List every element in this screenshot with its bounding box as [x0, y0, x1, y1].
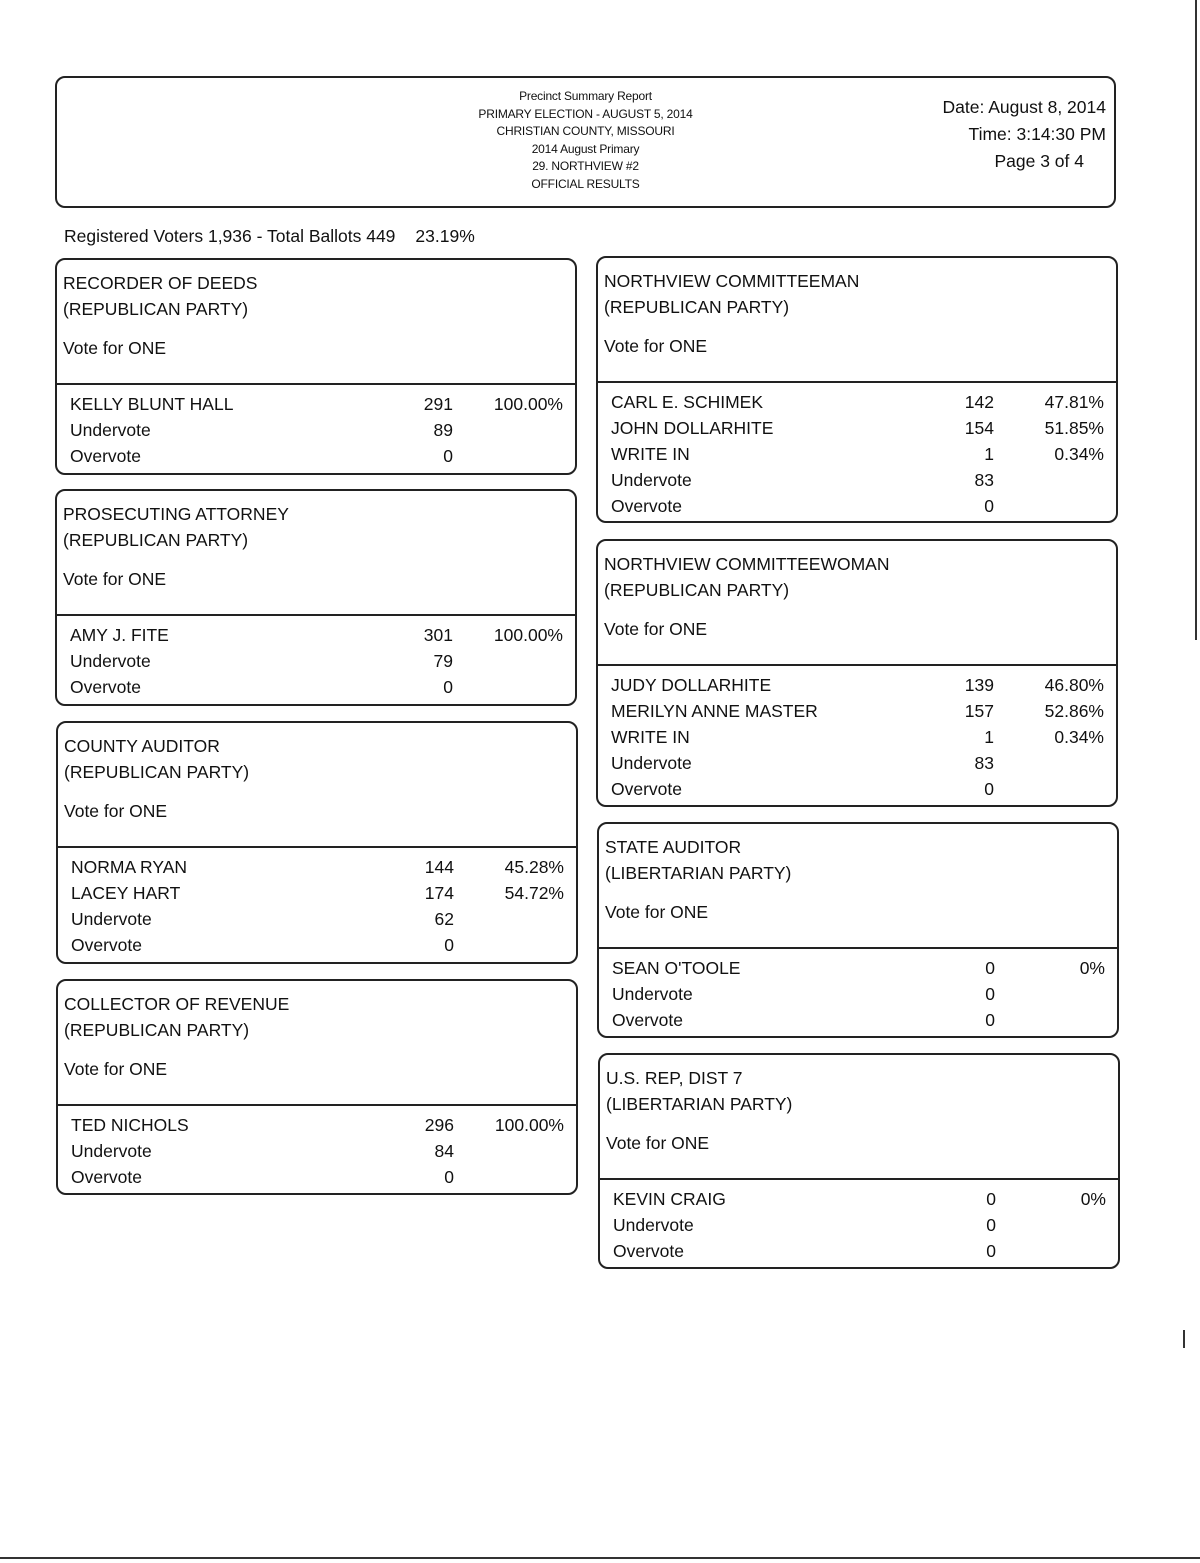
- contest-instruction: Vote for ONE: [604, 336, 708, 356]
- candidate-name: Overvote: [612, 1010, 683, 1030]
- contest-party: (LIBERTARIAN PARTY): [605, 863, 792, 883]
- contest-title: U.S. REP, DIST 7: [606, 1068, 743, 1088]
- contest-party: (REPUBLICAN PARTY): [64, 762, 250, 782]
- candidate-name: Undervote: [70, 420, 151, 440]
- vote-percent: 100.00%: [493, 625, 563, 645]
- result-row: [611, 389, 1104, 415]
- result-row: [71, 1138, 564, 1164]
- candidate-name: KEVIN CRAIG: [613, 1189, 726, 1209]
- report-date: Date: August 8, 2014: [942, 97, 1106, 117]
- candidate-name: Undervote: [71, 1141, 152, 1161]
- result-row: [612, 981, 1105, 1007]
- candidate-name: JUDY DOLLARHITE: [611, 675, 772, 695]
- result-row: [71, 1164, 564, 1190]
- result-row: [71, 932, 564, 958]
- contest-instruction: Vote for ONE: [63, 569, 167, 589]
- vote-count: 0: [986, 1189, 996, 1209]
- election-label: 2014 August Primary: [531, 141, 640, 156]
- vote-count: 291: [423, 394, 453, 414]
- vote-count: 139: [964, 675, 994, 695]
- result-row: [611, 467, 1104, 493]
- contest-header: [598, 541, 1116, 666]
- contest-box: [55, 489, 577, 706]
- result-row: [71, 906, 564, 932]
- vote-percent: 52.86%: [1044, 701, 1104, 721]
- vote-count: 0: [984, 779, 994, 799]
- candidate-name: Undervote: [612, 984, 693, 1004]
- contest-instruction: Vote for ONE: [63, 338, 167, 358]
- scan-edge-mark: [1195, 0, 1197, 640]
- vote-percent: 0%: [1080, 1189, 1106, 1209]
- result-row: [71, 854, 564, 880]
- vote-percent: 0.34%: [1054, 444, 1104, 464]
- election-name: PRIMARY ELECTION - AUGUST 5, 2014: [478, 106, 693, 121]
- contest-title: RECORDER OF DEEDS: [63, 273, 258, 293]
- vote-count: 0: [985, 958, 995, 978]
- vote-percent: 100.00%: [493, 394, 563, 414]
- contest-results: [599, 949, 1117, 1033]
- contest-box: [56, 979, 578, 1195]
- candidate-name: Undervote: [70, 651, 151, 671]
- contest-party: (REPUBLICAN PARTY): [63, 530, 249, 550]
- vote-count: 83: [974, 753, 994, 773]
- contest-results: [57, 616, 575, 700]
- vote-count: 174: [424, 883, 454, 903]
- contest-instruction: Vote for ONE: [606, 1133, 710, 1153]
- candidate-name: WRITE IN: [611, 444, 690, 464]
- vote-count: 1: [984, 727, 994, 747]
- vote-count: 62: [434, 909, 454, 929]
- contest-title: COLLECTOR OF REVENUE: [64, 994, 290, 1014]
- vote-percent: 47.81%: [1044, 392, 1104, 412]
- result-row: [71, 1112, 564, 1138]
- contest-party: (REPUBLICAN PARTY): [604, 580, 790, 600]
- candidate-name: Undervote: [611, 753, 692, 773]
- result-row: [612, 955, 1105, 981]
- vote-percent: 0%: [1079, 958, 1105, 978]
- vote-count: 79: [433, 651, 453, 671]
- contest-party: (LIBERTARIAN PARTY): [606, 1094, 793, 1114]
- candidate-name: SEAN O'TOOLE: [612, 958, 741, 978]
- contest-box: [56, 721, 578, 964]
- vote-count: 1: [984, 444, 994, 464]
- report-title: Precinct Summary Report: [519, 89, 652, 103]
- contest-header: [58, 723, 576, 848]
- result-row: [611, 750, 1104, 776]
- candidate-name: Overvote: [611, 496, 682, 516]
- candidate-name: Overvote: [71, 935, 142, 955]
- contest-title: STATE AUDITOR: [605, 837, 742, 857]
- candidate-name: KELLY BLUNT HALL: [70, 394, 234, 414]
- vote-count: 0: [985, 1010, 995, 1030]
- result-row: [613, 1238, 1106, 1264]
- vote-count: 89: [433, 420, 453, 440]
- contest-title: COUNTY AUDITOR: [64, 736, 220, 756]
- vote-percent: 100.00%: [494, 1115, 564, 1135]
- contest-box: [598, 1053, 1120, 1269]
- candidate-name: LACEY HART: [71, 883, 181, 903]
- result-row: [70, 443, 563, 469]
- vote-count: 0: [986, 1215, 996, 1235]
- vote-percent: 54.72%: [504, 883, 564, 903]
- candidate-name: Overvote: [70, 446, 141, 466]
- result-row: [70, 648, 563, 674]
- vote-percent: 51.85%: [1044, 418, 1104, 438]
- result-row: [71, 880, 564, 906]
- turnout-summary: [64, 226, 475, 247]
- contest-title: NORTHVIEW COMMITTEEWOMAN: [604, 554, 890, 574]
- contest-results: [600, 1180, 1118, 1264]
- result-row: [70, 417, 563, 443]
- result-row: [611, 776, 1104, 802]
- vote-count: 0: [984, 496, 994, 516]
- vote-count: 157: [964, 701, 994, 721]
- contest-header: [600, 1055, 1118, 1180]
- candidate-name: Overvote: [613, 1241, 684, 1261]
- contest-instruction: Vote for ONE: [604, 619, 708, 639]
- vote-count: 84: [434, 1141, 454, 1161]
- turnout-text: Registered Voters 1,936 - Total Ballots 449: [64, 226, 396, 246]
- contest-results: [58, 848, 576, 958]
- result-row: [613, 1186, 1106, 1212]
- vote-percent: 45.28%: [504, 857, 564, 877]
- vote-count: 0: [443, 446, 453, 466]
- contest-header: [57, 491, 575, 616]
- candidate-name: JOHN DOLLARHITE: [611, 418, 774, 438]
- candidate-name: Undervote: [613, 1215, 694, 1235]
- result-row: [611, 698, 1104, 724]
- candidate-name: Overvote: [70, 677, 141, 697]
- candidate-name: CARL E. SCHIMEK: [611, 392, 764, 412]
- candidate-name: NORMA RYAN: [71, 857, 188, 877]
- vote-percent: 0.34%: [1054, 727, 1104, 747]
- contest-header: [58, 981, 576, 1106]
- vote-count: 144: [424, 857, 454, 877]
- contest-box: [597, 822, 1119, 1038]
- candidate-name: Overvote: [611, 779, 682, 799]
- result-row: [70, 622, 563, 648]
- contest-box: [55, 258, 577, 475]
- contest-party: (REPUBLICAN PARTY): [63, 299, 249, 319]
- report-time: Time: 3:14:30 PM: [968, 124, 1106, 144]
- report-header: [55, 76, 1116, 208]
- candidate-name: Undervote: [71, 909, 152, 929]
- contest-instruction: Vote for ONE: [64, 801, 168, 821]
- contest-party: (REPUBLICAN PARTY): [604, 297, 790, 317]
- scan-bottom-edge: [0, 1557, 1200, 1559]
- vote-count: 296: [424, 1115, 454, 1135]
- result-row: [611, 672, 1104, 698]
- contest-instruction: Vote for ONE: [64, 1059, 168, 1079]
- precinct-name: 29. NORTHVIEW #2: [532, 159, 639, 173]
- contest-title: PROSECUTING ATTORNEY: [63, 504, 289, 524]
- scan-edge-mark: [1183, 1330, 1185, 1348]
- vote-count: 301: [423, 625, 453, 645]
- vote-count: 0: [986, 1241, 996, 1261]
- candidate-name: Undervote: [611, 470, 692, 490]
- page-number: Page 3 of 4: [994, 151, 1084, 171]
- result-row: [611, 441, 1104, 467]
- result-row: [70, 674, 563, 700]
- vote-count: 0: [985, 984, 995, 1004]
- contest-results: [58, 1106, 576, 1190]
- turnout-percent: 23.19%: [415, 226, 475, 246]
- result-row: [611, 493, 1104, 519]
- vote-count: 154: [964, 418, 994, 438]
- result-row: [70, 391, 563, 417]
- vote-count: 83: [974, 470, 994, 490]
- contest-results: [57, 385, 575, 469]
- candidate-name: AMY J. FITE: [70, 625, 169, 645]
- vote-count: 0: [444, 1167, 454, 1187]
- county-name: CHRISTIAN COUNTY, MISSOURI: [496, 124, 675, 138]
- contest-box: [596, 256, 1118, 523]
- result-row: [611, 724, 1104, 750]
- contest-title: NORTHVIEW COMMITTEEMAN: [604, 271, 860, 291]
- vote-count: 142: [964, 392, 994, 412]
- candidate-name: Overvote: [71, 1167, 142, 1187]
- results-status: OFFICIAL RESULTS: [531, 176, 640, 191]
- vote-count: 0: [444, 935, 454, 955]
- contest-results: [598, 383, 1116, 519]
- contest-header: [598, 258, 1116, 383]
- vote-count: 0: [443, 677, 453, 697]
- result-row: [611, 415, 1104, 441]
- candidate-name: TED NICHOLS: [71, 1115, 189, 1135]
- result-row: [613, 1212, 1106, 1238]
- candidate-name: WRITE IN: [611, 727, 690, 747]
- contest-header: [57, 260, 575, 385]
- contest-results: [598, 666, 1116, 802]
- candidate-name: MERILYN ANNE MASTER: [611, 701, 818, 721]
- result-row: [612, 1007, 1105, 1033]
- vote-percent: 46.80%: [1044, 675, 1104, 695]
- report-meta: [943, 94, 1106, 175]
- contest-party: (REPUBLICAN PARTY): [64, 1020, 250, 1040]
- contest-instruction: Vote for ONE: [605, 902, 709, 922]
- contest-header: [599, 824, 1117, 949]
- contest-box: [596, 539, 1118, 807]
